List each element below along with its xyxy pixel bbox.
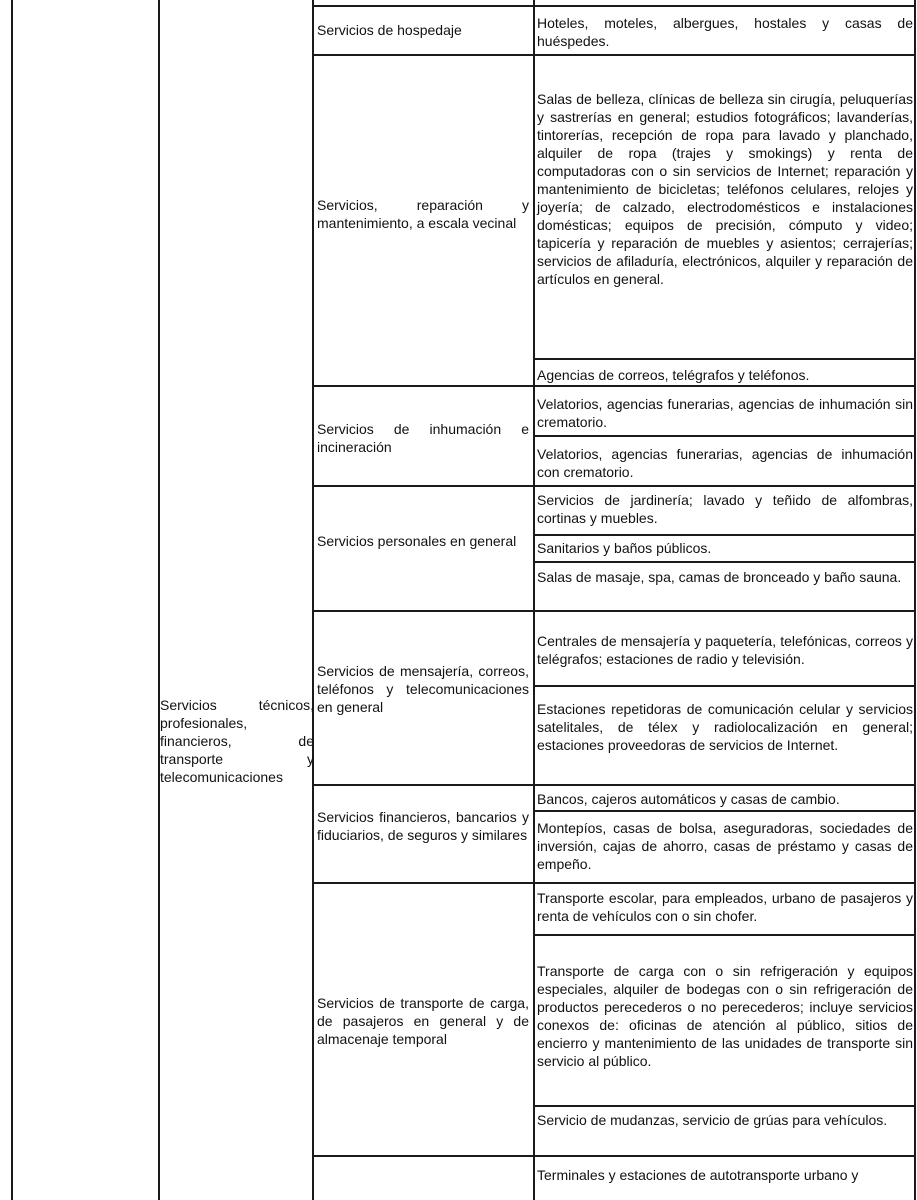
- use-description: Montepíos, casas de bolsa, aseguradoras, sociedades de inversión, cajas de ahorro, casas de préstamo y casas de empeño.: [537, 820, 913, 872]
- use-row-divider: [533, 358, 916, 360]
- use-row-divider: [533, 534, 916, 536]
- subcategory-label: Servicios, reparación y mantenimiento, a escala vecinal: [317, 197, 529, 231]
- use-row-divider: [533, 561, 916, 563]
- use-description: Velatorios, agencias funerarias, agencias de inhumación con crematorio.: [537, 446, 913, 480]
- row-divider: [312, 54, 916, 56]
- use-description: Estaciones repetidoras de comunicación celular y servicios satelitales, de télex y radiolocalización en general; estaciones proveedoras de servicios de Internet.: [537, 701, 913, 753]
- table-border-left: [11, 0, 13, 1200]
- row-divider: [312, 882, 916, 884]
- subcategory-label: Servicios personales en general: [317, 533, 517, 549]
- subcategory-label: Servicios de mensajería, correos, teléfonos y telecomunicaciones en general: [317, 663, 529, 715]
- use-row-divider: [533, 1105, 916, 1107]
- row-divider: [312, 485, 916, 487]
- table-column-divider: [533, 0, 535, 1200]
- use-description: Servicios de jardinería; lavado y teñido de alfombras, cortinas y muebles.: [537, 492, 913, 526]
- use-description: Hoteles, moteles, albergues, hostales y casas de huéspedes.: [537, 15, 913, 49]
- use-description: Terminales y estaciones de autotransporte urbano y: [537, 1167, 859, 1183]
- use-row-divider: [533, 435, 916, 437]
- row-divider: [312, 610, 916, 612]
- row-divider: [312, 5, 916, 7]
- table-column-divider: [312, 0, 314, 1200]
- use-description: Transporte de carga con o sin refrigeración y equipos especiales, alquiler de bodegas con o sin refrigeración de productos perecederos o no perecederos; incluye servicios conexos de: oficinas de atención al público, sitios de encierro y mantenimiento de las unidades de transporte sin servicio al público.: [537, 963, 913, 1069]
- use-description: Velatorios, agencias funerarias, agencias de inhumación sin crematorio.: [537, 396, 913, 430]
- subcategory-label: Servicios de inhumación e incineración: [317, 421, 529, 455]
- use-row-divider: [533, 685, 916, 687]
- subcategory-label: Servicios de hospedaje: [317, 22, 462, 38]
- table-column-divider: [158, 0, 160, 1200]
- subcategory-label: Servicios financieros, bancarios y fiduciarios, de seguros y similares: [317, 809, 529, 843]
- use-row-divider: [533, 934, 916, 936]
- row-divider: [312, 385, 916, 387]
- use-description: Salas de belleza, clínicas de belleza sin cirugía, peluquerías y sastrerías en general; estudios fotográficos; lavanderías, tintorerías, recepción de ropa para lavado y planchado, alquiler de ropa (trajes y smokings) y renta de computadoras con o sin servicios de Internet; reparación y mantenimiento de bicicletas; teléfonos celulares, relojes y joyería; de calzado, electrodomésticos e instalaciones domésticas; equipos de precisión, cómputo y video; tapicería y reparación de muebles y asientos; cerrajerías; servicios de afiladuría, electrónicos, alquiler y reparación de artículos en general.: [537, 91, 913, 287]
- use-description: Agencias de correos, telégrafos y teléfonos.: [537, 367, 810, 383]
- use-description: Bancos, cajeros automáticos y casas de cambio.: [537, 791, 840, 807]
- use-description: Salas de masaje, spa, camas de bronceado y baño sauna.: [537, 569, 902, 585]
- use-description: Centrales de mensajería y paquetería, telefónicas, correos y telégrafos; estaciones de radio y televisión.: [537, 633, 913, 667]
- group-label: Servicios técnicos, profesionales, financieros, de transporte y telecomunicaciones: [160, 697, 314, 785]
- row-divider: [312, 1155, 916, 1157]
- use-description: Sanitarios y baños públicos.: [537, 540, 712, 556]
- row-divider: [312, 784, 916, 786]
- use-description: Transporte escolar, para empleados, urbano de pasajeros y renta de vehículos con o sin chofer.: [537, 890, 913, 924]
- use-description: Servicio de mudanzas, servicio de grúas para vehículos.: [537, 1112, 888, 1128]
- table-border-right: [914, 0, 916, 1200]
- subcategory-label: Servicios de transporte de carga, de pasajeros en general y de almacenaje temporal: [317, 995, 529, 1047]
- use-row-divider: [533, 810, 916, 812]
